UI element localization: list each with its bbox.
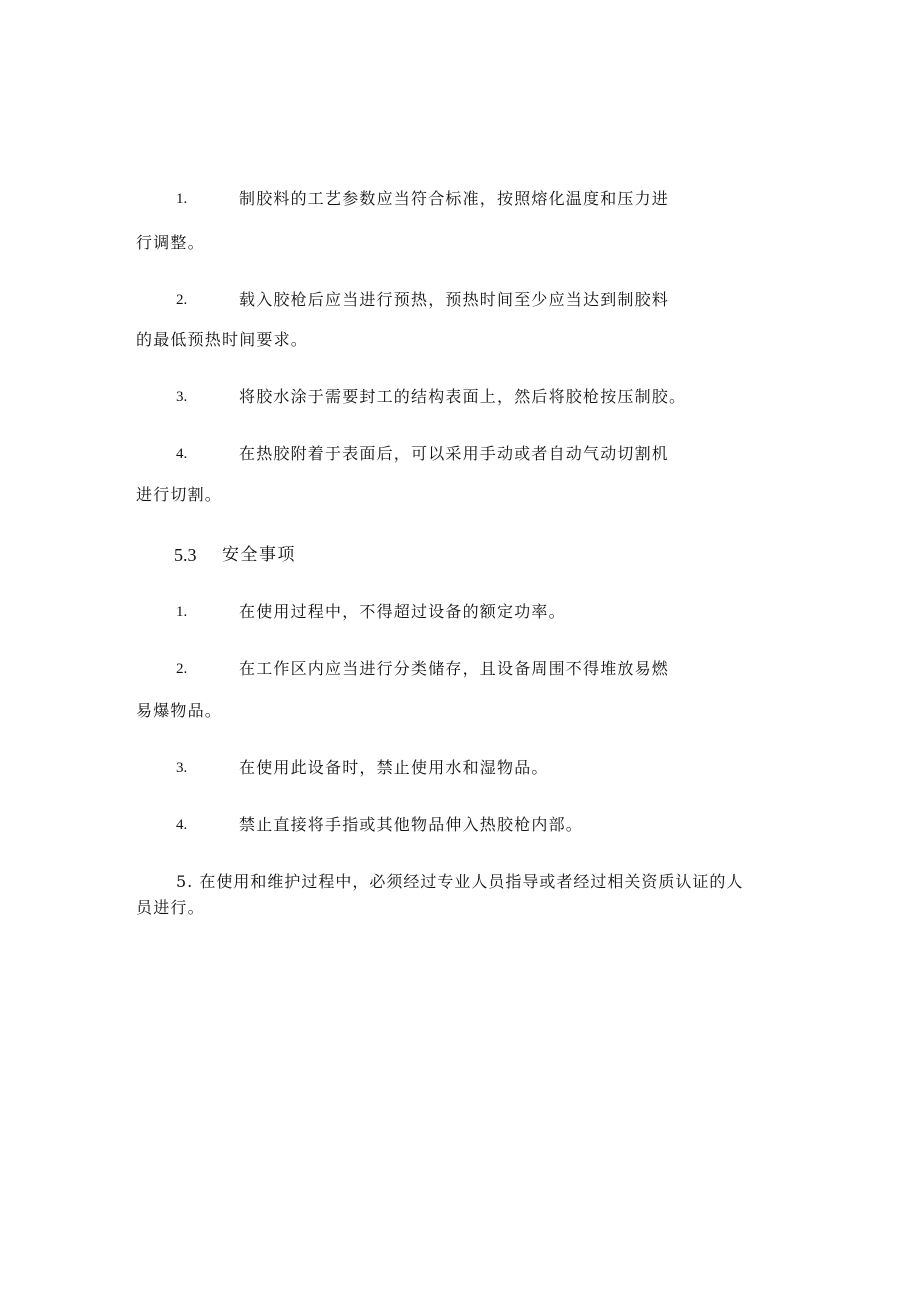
process-item-4-number: 4. xyxy=(176,446,188,462)
process-item-2-text-line2: 的最低预热时间要求。 xyxy=(136,330,309,349)
safety-item-3-text-line1: 在使用此设备时，禁止使用水和湿物品。 xyxy=(239,758,549,777)
process-item-1-text-line2: 行调整。 xyxy=(136,233,205,252)
final-item-text-line1: 5. 在使用和维护过程中，必须经过专业人员指导或者经过相关资质认证的人 xyxy=(176,872,744,891)
process-item-3-number: 3. xyxy=(176,389,188,405)
safety-item-2-number: 2. xyxy=(176,661,188,677)
section-number: 5.3 xyxy=(174,545,197,565)
process-item-3-text-line1: 将胶水涂于需要封工的结构表面上，然后将胶枪按压制胶。 xyxy=(239,387,687,406)
safety-item-3-number: 3. xyxy=(176,760,188,776)
process-item-1-text-line1: 制胶料的工艺参数应当符合标准，按照熔化温度和压力进 xyxy=(239,189,670,208)
section-title: 安全事项 xyxy=(222,545,296,565)
process-item-2-text-line1: 载入胶枪后应当进行预热，预热时间至少应当达到制胶料 xyxy=(239,290,670,309)
safety-item-2-text-line1: 在工作区内应当进行分类储存，且设备周围不得堆放易燃 xyxy=(239,659,670,678)
process-item-1-number: 1. xyxy=(176,191,188,207)
final-item-text-line2: 员进行。 xyxy=(136,898,205,917)
process-item-4-text-line1: 在热胶附着于表面后，可以采用手动或者自动气动切割机 xyxy=(239,444,670,463)
safety-item-2-text-line2: 易爆物品。 xyxy=(136,701,223,720)
process-item-2-number: 2. xyxy=(176,292,188,308)
safety-item-4-text-line1: 禁止直接将手指或其他物品伸入热胶枪内部。 xyxy=(239,815,584,834)
safety-item-4-number: 4. xyxy=(176,817,188,833)
process-item-4-text-line2: 进行切割。 xyxy=(136,485,223,504)
safety-item-1-number: 1. xyxy=(176,604,188,620)
safety-item-1-text-line1: 在使用过程中，不得超过设备的额定功率。 xyxy=(239,602,566,621)
